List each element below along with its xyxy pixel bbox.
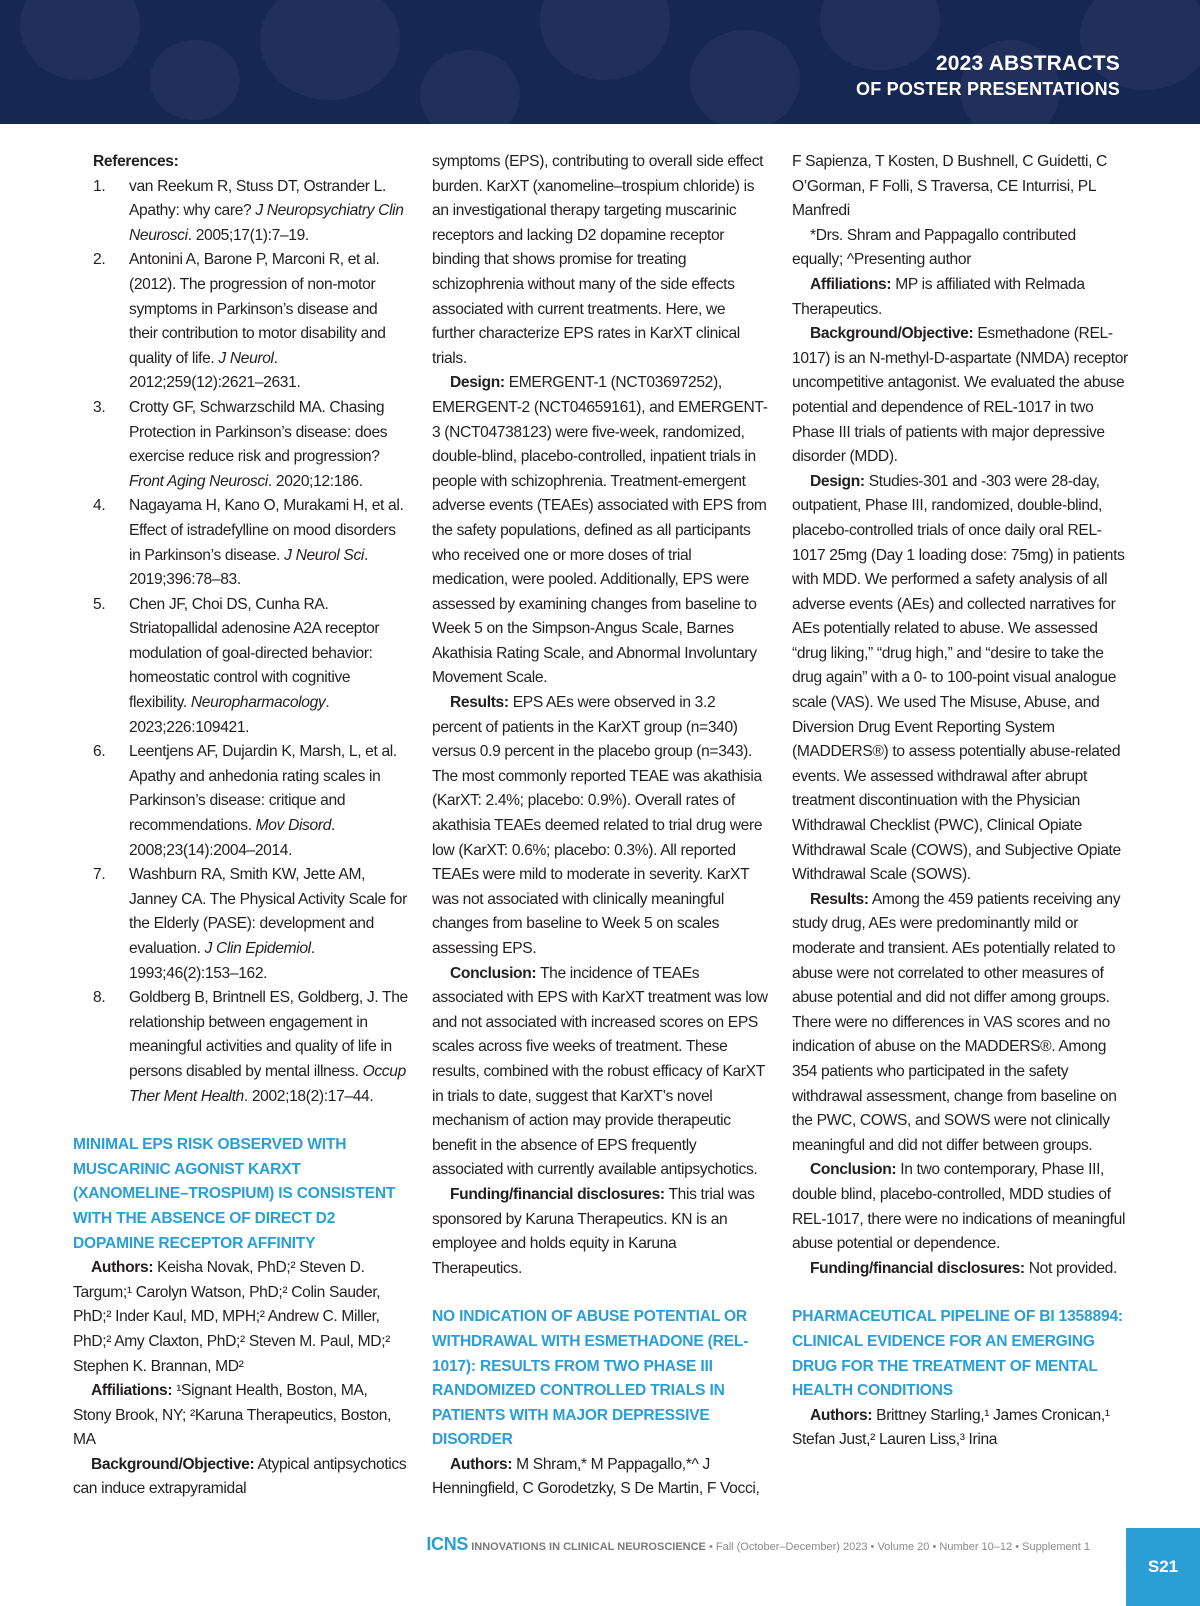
reference-text: Antonini A, Barone P, Marconi R, et al. (2012). The progression of non-motor symptoms in Parkinson’s disease and their contribution to motor disability and quality of life. <box>129 251 386 367</box>
reference-citation: . 2005;17(1):7–19. <box>187 226 309 244</box>
reference-text: Chen JF, Choi DS, Cunha RA. Striatopallidal adenosine A2A receptor modulation of goal-directed behavior: homeostatic control with cognitive flexibility. <box>129 595 380 712</box>
background-paragraph <box>792 322 1128 470</box>
reference-citation: . 2002;18(2):17–44. <box>243 1087 374 1105</box>
authors-label: Authors: <box>450 1455 513 1473</box>
page-footer <box>0 1528 1200 1606</box>
affiliations-label: Affiliations: <box>810 275 892 293</box>
section-title <box>856 50 1120 100</box>
reference-number: 4. <box>93 497 106 515</box>
conclusion-label: Conclusion: <box>810 1161 897 1179</box>
design-text: Studies-301 and -303 were 28-day, outpatient, Phase III, randomized, double-blind, placebo-controlled trials of once daily oral REL-1017 25mg (Day 1 loading dose: 75mg) in patients with MDD. We performed a safety analysis of all adverse events (AEs) and collected narratives for AEs potentially related to abuse. We assessed “drug liking,” “drug high,” and “desire to take the drug again” with a 0- to 100-point visual analogue scale (VAS). We used The Misuse, Abuse, and Diversion Drug Event Reporting System (MADDERS®) to assess potentially abuse-related events. We assessed withdrawal after abrupt treatment discontinuation with the Physician Withdrawal Checklist (PWC), Clinical Opiate Withdrawal Scale (COWS), and Subjective Opiate Withdrawal Scale (SOWS). <box>792 472 1125 884</box>
reference-text: Crotty GF, Schwarzschild MA. Chasing Protection in Parkinson’s disease: does exercise reduce risk and progression? <box>129 398 388 466</box>
background-text: Esmethadone (REL-1017) is an N-methyl-D-aspartate (NMDA) receptor uncompetitive antagonist. We evaluated the abuse potential and dependence of REL-1017 in two Phase III trials of patients with major depressive disorder (MDD). <box>792 325 1128 466</box>
abstract-title: PHARMACEUTICAL PIPELINE OF BI 1358894: CLINICAL EVIDENCE FOR AN EMERGING DRUG FOR THE TREATMENT OF MENTAL HEALTH CONDITIONS <box>792 1308 1123 1400</box>
conclusion-paragraph <box>432 962 768 1183</box>
reference-number: 7. <box>93 866 106 884</box>
funding-label: Funding/financial disclosures: <box>810 1259 1025 1277</box>
conclusion-label: Conclusion: <box>450 964 537 982</box>
reference-journal: J Neuropsychiatry Clin Neurosci <box>129 202 404 244</box>
authors-continued: F Sapienza, T Kosten, D Bushnell, C Guidetti, C O’Gorman, F Folli, S Traversa, CE Inturrisi, PL Manfredi <box>792 153 1107 220</box>
design-text: EMERGENT-1 (NCT03697252), EMERGENT-2 (NCT04659161), and EMERGENT-3 (NCT04738123) were five-week, randomized, double-blind, placebo-controlled, inpatient trials in people with schizophrenia. Treatment-emergent adverse events (TEAEs) associated with EPS from the safety populations, defined as all participants who received one or more doses of trial medication, were pooled. Additionally, EPS were assessed by examining changes from baseline to Week 5 on the Simpson-Angus Scale, Barnes Akathisia Rating Scale, and Abnormal Involuntary Movement Scale. <box>432 374 768 687</box>
authors-text: Keisha Novak, PhD;² Steven D. Targum;¹ Carolyn Watson, PhD;² Colin Sauder, PhD;² Inder Kaul, MD, MPH;² Andrew C. Miller, PhD;² Amy Claxton, PhD;² Steven M. Paul, MD;² Stephen K. Brannan, MD² <box>73 1259 391 1375</box>
results-label: Results: <box>810 890 869 908</box>
authors-note: *Drs. Shram and Pappagallo contributed equally; ^Presenting author <box>792 226 1076 269</box>
authors-label: Authors: <box>810 1406 873 1424</box>
header-banner <box>0 0 1200 124</box>
background-label: Background/Objective: <box>810 325 974 343</box>
affiliations-text: MP is affiliated with Relmada Therapeutics. <box>792 275 1085 318</box>
reference-item <box>73 175 409 249</box>
design-label: Design: <box>810 472 865 490</box>
reference-item <box>73 396 409 494</box>
funding-paragraph <box>792 1257 1128 1282</box>
affiliations-label: Affiliations: <box>91 1382 173 1400</box>
reference-journal: J Clin Epidemiol <box>204 940 311 957</box>
reference-journal: Occup Ther Ment Health <box>129 1062 406 1105</box>
authors-paragraph <box>73 1256 409 1379</box>
conclusion-paragraph <box>792 1158 1128 1256</box>
reference-citation: . 2012;259(12):2621–2631. <box>129 349 301 392</box>
results-paragraph <box>432 691 768 962</box>
conclusion-text: In two contemporary, Phase III, double blind, placebo-controlled, MDD studies of REL-1017, there were no indications of meaningful abuse potential or dependence. <box>792 1161 1126 1253</box>
reference-citation: . 2008;23(14):2004–2014. <box>129 817 336 859</box>
reference-item <box>73 494 409 592</box>
references-heading: References: <box>93 153 179 170</box>
journal-logo: ICNS <box>426 1534 469 1554</box>
reference-citation: . 1993;46(2):153–162. <box>129 940 315 982</box>
design-paragraph <box>432 371 768 691</box>
reference-number: 2. <box>93 251 106 269</box>
abstract-title: MINIMAL EPS RISK OBSERVED WITH MUSCARINIC AGONIST KARXT (XANOMELINE–TROSPIUM) IS CONSISTENT WITH THE ABSENCE OF DIRECT D2 DOPAMINE RECEPTOR AFFINITY <box>73 1136 396 1252</box>
reference-text: van Reekum R, Stuss DT, Ostrander L. Apathy: why care? <box>129 177 386 220</box>
journal-name: INNOVATIONS IN CLINICAL NEUROSCIENCE <box>471 1541 706 1553</box>
abstract-title: NO INDICATION OF ABUSE POTENTIAL OR WITHDRAWAL WITH ESMETHADONE (REL-1017): RESULTS FROM TWO PHASE III RANDOMIZED CONTROLLED TRIALS IN PATIENTS WITH MAJOR DEPRESSIVE DISORDER <box>432 1308 749 1449</box>
authors-text: M Shram,* M Pappagallo,*^ J Henningfield, C Gorodetzky, S De Martin, F Vocci, <box>432 1455 760 1498</box>
reference-citation: . 2020;12:186. <box>267 472 363 490</box>
footer-citation <box>426 1534 1090 1555</box>
funding-label: Funding/financial disclosures: <box>450 1185 665 1203</box>
results-label: Results: <box>450 694 509 712</box>
reference-journal: Neuropharmacology <box>190 694 326 712</box>
background-label: Background/Objective: <box>91 1455 255 1473</box>
conclusion-text: The incidence of TEAEs associated with EPS with KarXT treatment was low and not associated with increased scores on EPS scales across five weeks of treatment. These results, combined with the robust efficacy of KarXT in trials to date, suggest that KarXT’s novel mechanism of action may provide therapeutic benefit in the absence of EPS frequently associated with currently available antipsychotics. <box>432 964 768 1179</box>
background-paragraph <box>73 1453 409 1502</box>
reference-text: Nagayama H, Kano O, Murakami H, et al. Effect of istradefylline on mood disorders in Parkinson’s disease. <box>129 497 404 564</box>
issue-info: • Fall (October–December) 2023 • Volume 20 • Number 10–12 • Supplement 1 <box>705 1541 1090 1553</box>
results-text: Among the 459 patients receiving any study drug, AEs were predominantly mild or moderate and transient. AEs potentially related to abuse were not correlated to other measures of abuse potential and did not differ among groups. There were no differences in VAS scores and no indication of abuse on the MADDERS®. Among 354 patients who participated in the safety withdrawal assessment, change from baseline on the PWC, COWS, and SOWS were not clinically meaningful and did not differ between groups. <box>792 890 1121 1154</box>
reference-number: 3. <box>93 398 106 416</box>
reference-item <box>73 863 409 986</box>
reference-number: 5. <box>93 595 106 613</box>
design-paragraph <box>792 470 1128 888</box>
reference-text: Goldberg B, Brintnell ES, Goldberg, J. The relationship between engagement in meaningful activities and quality of life in persons disabled by mental illness. <box>129 989 408 1080</box>
column-2 <box>432 150 768 1502</box>
authors-paragraph <box>432 1453 768 1502</box>
funding-text: This trial was sponsored by Karuna Therapeutics. KN is an employee and holds equity in Karuna Therapeutics. <box>432 1185 755 1277</box>
reference-journal: J Neurol <box>218 349 274 367</box>
design-label: Design: <box>450 374 505 392</box>
reference-number: 1. <box>93 177 106 195</box>
authors-text: Brittney Starling,¹ James Cronican,¹ Stefan Just,² Lauren Liss,³ Irina <box>792 1406 1110 1449</box>
background-continued: symptoms (EPS), contributing to overall side effect burden. KarXT (xanomeline–trospium chloride) is an investigational therapy targeting muscarinic receptors and lacking D2 dopamine receptor binding that shows promise for treating schizophrenia without many of the side effects associated with current treatments. Here, we further characterize EPS rates in KarXT clinical trials. <box>432 153 764 367</box>
column-3 <box>792 150 1128 1453</box>
reference-journal: Front Aging Neurosci <box>129 472 268 490</box>
reference-item <box>73 986 409 1109</box>
page-number: S21 <box>1147 1557 1179 1576</box>
reference-text: Leentjens AF, Dujardin K, Marsh, L, et al. Apathy and anhedonia rating scales in Parkinson’s disease: critique and recommendations. <box>129 743 397 835</box>
reference-list <box>73 175 409 1110</box>
background-text: Atypical antipsychotics can induce extrapyramidal <box>73 1455 407 1498</box>
page-number-badge <box>1126 1528 1200 1606</box>
reference-number: 8. <box>93 989 106 1007</box>
reference-item <box>73 740 409 863</box>
funding-text: Not provided. <box>1024 1259 1117 1277</box>
reference-journal: Mov Disord <box>255 817 332 835</box>
section-title-line1: 2023 ABSTRACTS <box>935 52 1120 75</box>
reference-journal: J Neurol Sci <box>284 546 365 564</box>
reference-item <box>73 248 409 396</box>
affiliations-paragraph <box>73 1379 409 1453</box>
affiliations-text: ¹Signant Health, Boston, MA, Stony Brook, NY; ²Karuna Therapeutics, Boston, MA <box>73 1382 392 1449</box>
funding-paragraph <box>432 1183 768 1281</box>
authors-paragraph <box>792 1404 1128 1453</box>
reference-text: Washburn RA, Smith KW, Jette AM, Janney CA. The Physical Activity Scale for the Elderly (PASE): development and evaluation. <box>129 866 407 957</box>
reference-item <box>73 593 409 741</box>
section-title-line2: OF POSTER PRESENTATIONS <box>856 79 1120 99</box>
affiliations-paragraph <box>792 273 1128 322</box>
results-text: EPS AEs were observed in 3.2 percent of patients in the KarXT group (n=340) versus 0.9 percent in the placebo group (n=343). The most commonly reported TEAE was akathisia (KarXT: 2.4%; placebo: 0.9%). Overall rates of akathisia TEAEs deemed related to trial drug were low (KarXT: 0.6%; placebo: 0.3%). All reported TEAEs were mild to moderate in severity. KarXT was not associated with clinically meaningful changes from baseline to Week 5 on scales assessing EPS. <box>432 694 763 957</box>
reference-citation: . 2019;396:78–83. <box>129 546 368 589</box>
authors-label: Authors: <box>91 1259 154 1277</box>
reference-citation: . 2023;226:109421. <box>129 694 330 736</box>
reference-number: 6. <box>93 743 106 761</box>
results-paragraph <box>792 888 1128 1159</box>
column-1 <box>73 150 409 1502</box>
